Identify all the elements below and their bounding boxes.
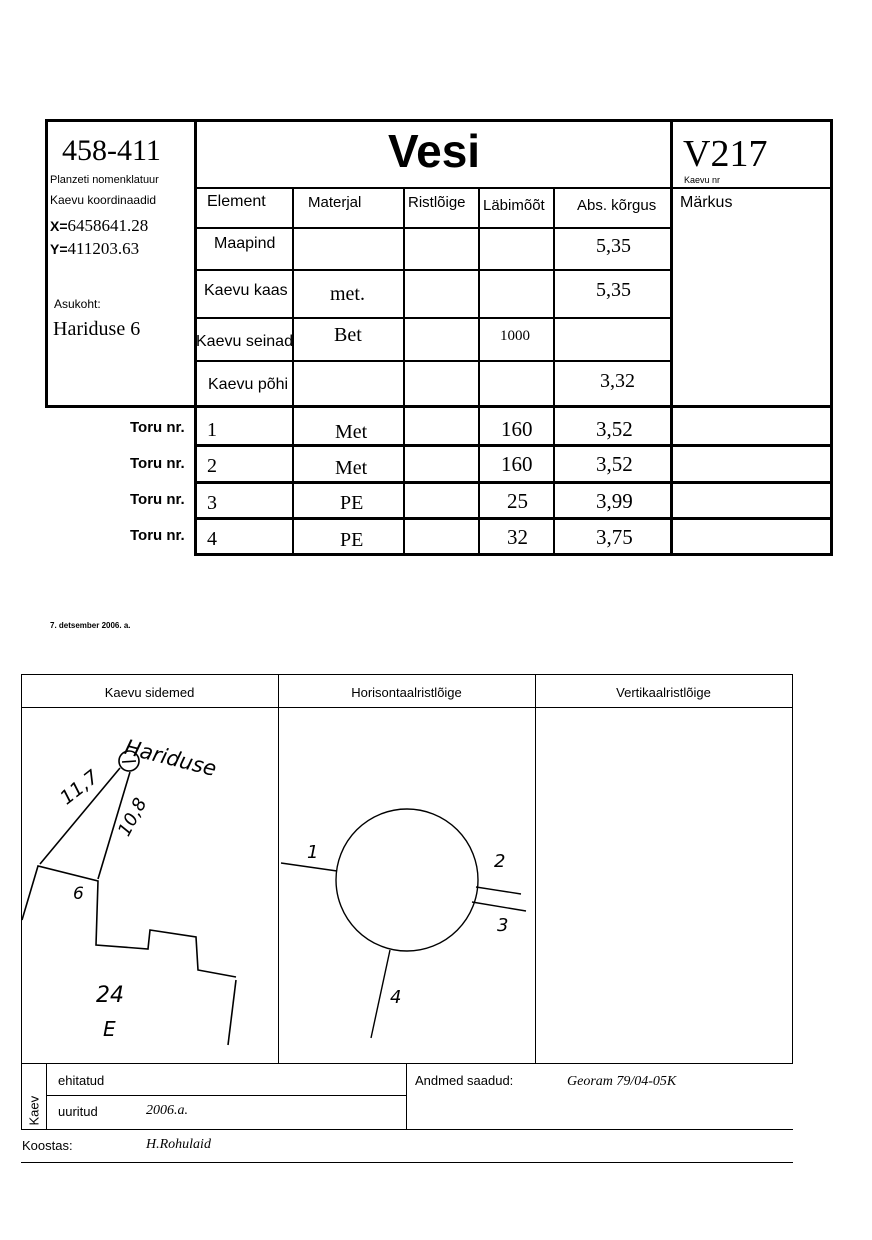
page-title: Vesi: [388, 125, 481, 177]
coord-y-value: 411203.63: [67, 239, 140, 258]
col-remarks: Märkus: [680, 194, 733, 211]
pipe-number: 3: [207, 492, 217, 514]
compiled-label: Koostas:: [22, 1138, 73, 1153]
pipe-3-line: [472, 902, 526, 911]
coords-label: Kaevu koordinaadid: [50, 193, 157, 207]
element-material: Bet: [334, 324, 362, 346]
surveyed-value: 2006.a.: [146, 1103, 188, 1118]
element-elevation: 5,35: [596, 279, 631, 301]
col-section: Ristlõige: [408, 194, 466, 211]
pipe-material: Met: [335, 457, 368, 479]
pipe-number-note: 3: [497, 915, 509, 936]
distance-note: 10,8: [114, 794, 152, 840]
element-name: Maapind: [214, 235, 276, 252]
pipe-number: 1: [207, 419, 217, 441]
sketch-col-horizontal: Horisontaalristlõige: [351, 685, 462, 700]
col-material: Materjal: [308, 194, 362, 211]
well-circle: [336, 809, 478, 951]
well-number-label: Kaevu nr: [684, 175, 721, 185]
element-name: Kaevu kaas: [204, 282, 288, 299]
pipe-diameter: 25: [507, 489, 528, 513]
element-name: Kaevu põhi: [208, 376, 289, 393]
element-elevation: 5,35: [596, 235, 631, 257]
house-letter-note: E: [103, 1017, 116, 1041]
pipe-elevation: 3,75: [596, 525, 633, 549]
element-name: Kaevu seinad: [196, 333, 293, 350]
ties-sketch: [22, 751, 236, 1045]
pipe-material: PE: [340, 529, 364, 551]
built-label: ehitatud: [58, 1073, 105, 1088]
col-diameter: Läbimõõt: [483, 197, 545, 214]
pipe-1-line: [281, 863, 337, 871]
pipe-elevation: 3,52: [596, 452, 633, 476]
building-outline: [22, 866, 236, 977]
coord-y-label: Y=: [50, 241, 68, 257]
pipe-diameter: 32: [507, 525, 528, 549]
pipe-number-note: 4: [390, 987, 402, 1008]
col-element: Element: [207, 193, 266, 210]
sketch-col-vertical: Vertikaalristlõige: [616, 685, 711, 700]
pipe-label: Toru nr.: [130, 419, 185, 436]
pipe-diameter: 160: [501, 452, 533, 476]
pipe-number-note: 2: [494, 851, 506, 872]
pipe-elevation: 3,52: [596, 417, 633, 441]
coord-x-value: 6458641.28: [67, 216, 149, 235]
house-number-note: 24: [96, 983, 124, 1008]
nomenclature-label: Planzeti nomenklatuur: [50, 174, 159, 186]
col-elevation: Abs. kõrgus: [577, 197, 657, 214]
pipe-diameter: 160: [501, 417, 533, 441]
element-elevation: 3,32: [600, 370, 635, 392]
pipe-elevation: 3,99: [596, 489, 633, 513]
pipe-material: PE: [340, 492, 364, 514]
location-label: Asukoht:: [54, 297, 101, 311]
street-note: Hariduse: [122, 735, 219, 781]
pipe-4-line: [371, 950, 390, 1038]
sketch-col-ties: Kaevu sidemed: [104, 685, 195, 700]
coord-x-label: X=: [50, 218, 68, 234]
data-source-label: Andmed saadud:: [415, 1073, 514, 1088]
document-date: 7. detsember 2006. a.: [50, 621, 131, 630]
pipe-label: Toru nr.: [130, 455, 185, 472]
distance-note: 6: [73, 884, 84, 904]
element-diameter: 1000: [500, 328, 530, 344]
well-number-value: V217: [683, 133, 768, 175]
data-source-value: Georam 79/04-05K: [567, 1074, 677, 1089]
element-material: met.: [330, 283, 365, 305]
surveyed-label: uuritud: [58, 1104, 98, 1119]
pipe-material: Met: [335, 421, 368, 443]
pipe-2-line: [476, 887, 521, 894]
compiled-value: H.Rohulaid: [146, 1137, 211, 1152]
location-value: Hariduse 6: [53, 318, 141, 340]
pipe-label: Toru nr.: [130, 491, 185, 508]
pipe-label: Toru nr.: [130, 527, 185, 544]
pipe-number-note: 1: [307, 842, 319, 863]
nomenclature-value: 458-411: [62, 134, 161, 167]
footer-side-label: Kaev: [26, 1095, 42, 1126]
pipe-number: 2: [207, 455, 217, 477]
pipe-number: 4: [207, 528, 217, 550]
distance-note: 11,7: [56, 765, 103, 810]
